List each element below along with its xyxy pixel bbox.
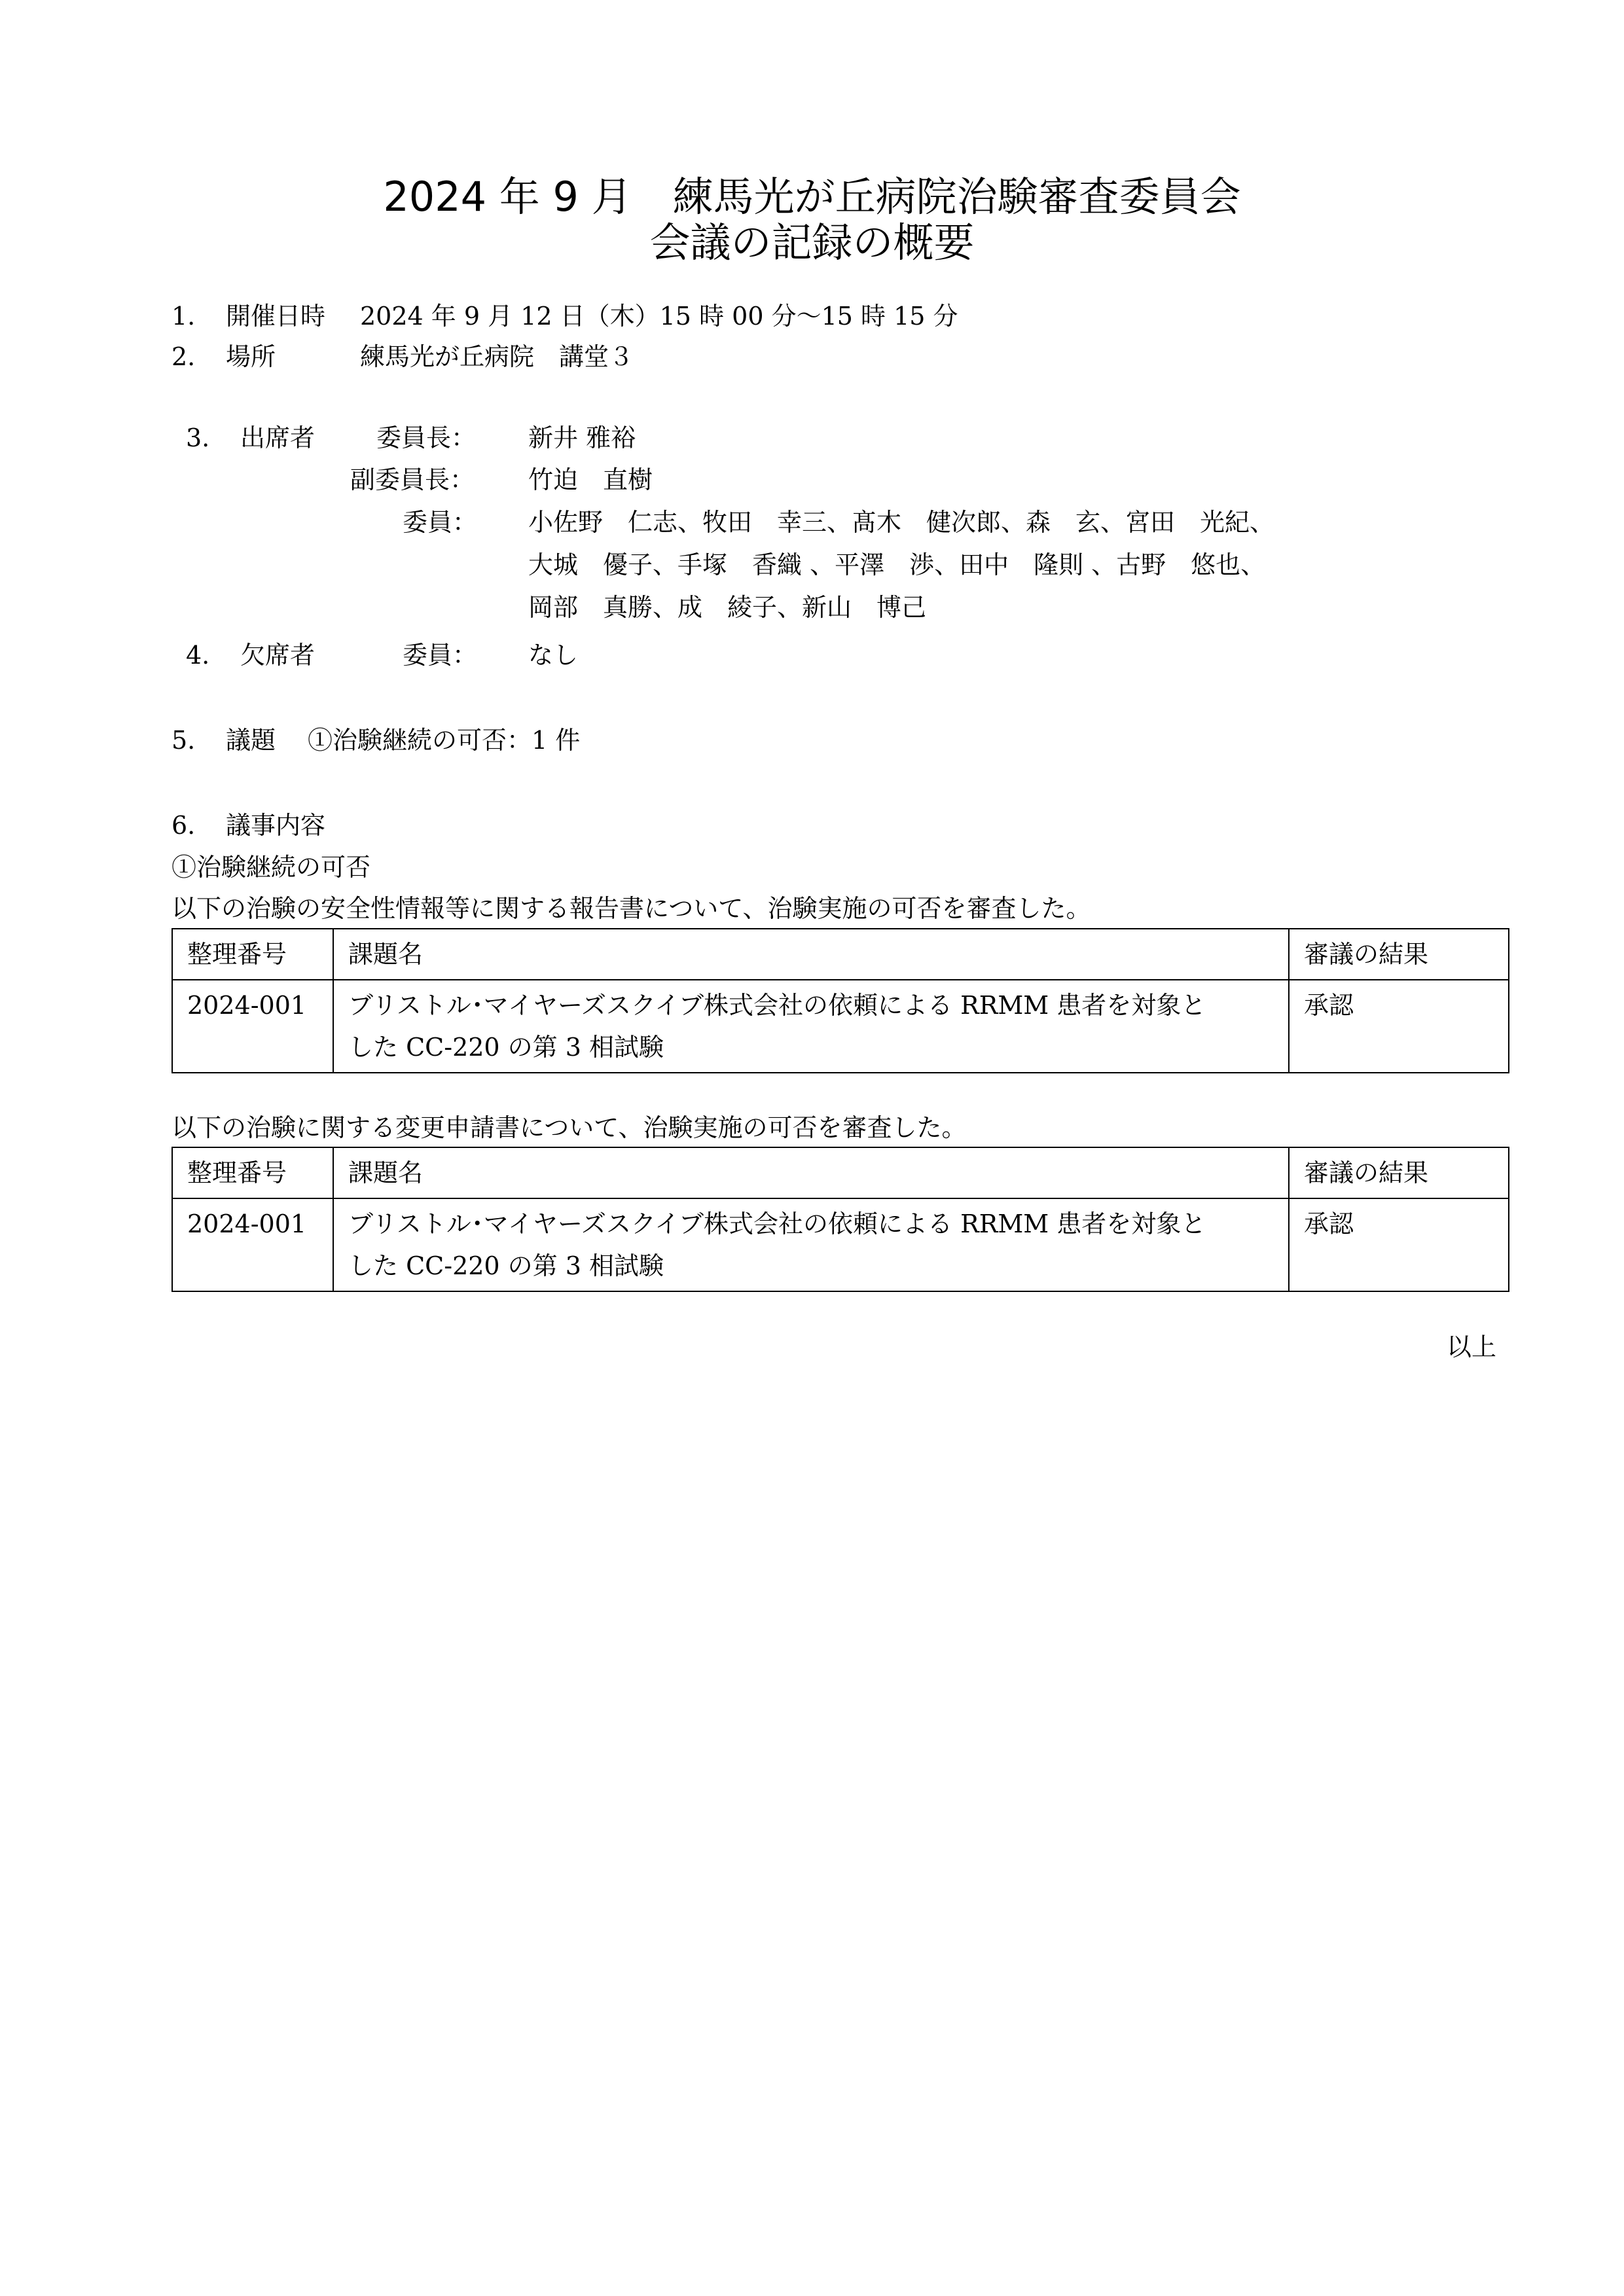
item-date-value: 2024 年 9 月 12 日（木）15 時 00 分～15 時 15 分 (360, 302, 958, 331)
section1-intro: 以下の治験の安全性情報等に関する報告書について、治験実施の可否を審査した。 (171, 894, 1091, 923)
section2-review-table (171, 1147, 1509, 1292)
vice-chair-role-label: 副委員長： (350, 465, 475, 494)
cell-title (333, 1198, 1289, 1291)
header-result: 審議の結果 (1289, 1147, 1509, 1198)
header-result: 審議の結果 (1289, 929, 1509, 980)
absent-role-label: 委員： (403, 641, 478, 670)
header-title: 課題名 (333, 1147, 1289, 1198)
item-absent-number: 4. (186, 641, 210, 670)
chair-name: 新井 雅裕 (528, 423, 636, 452)
item-attendees-number: 3. (186, 423, 210, 452)
item-place-value: 練馬光が丘病院 講堂３ (360, 342, 634, 371)
table-header-row (172, 929, 1509, 980)
item-attendees-label: 出席者 (240, 423, 316, 452)
item-absent-label: 欠席者 (240, 641, 316, 670)
item-agenda-value: ①治験継続の可否：1 件 (308, 726, 581, 755)
cell-result: 承認 (1289, 980, 1509, 1073)
item-date-number: 1. (171, 302, 196, 331)
item-place-number: 2. (171, 342, 196, 371)
item-agenda-label: 議題 (226, 726, 276, 755)
cell-title-line-2: した CC-220 の第 3 相試験 (348, 1251, 664, 1280)
member-role-label: 委員： (403, 508, 478, 537)
item-place-label: 場所 (226, 342, 276, 371)
cell-result: 承認 (1289, 1198, 1509, 1291)
cell-title (333, 980, 1289, 1073)
members-line-1: 小佐野 仁志、牧田 幸三、髙木 健次郎、森 玄、宮田 光紀、 (528, 508, 1275, 537)
closing-text: 以上 (1447, 1333, 1497, 1361)
section1-review-table (171, 928, 1509, 1073)
header-id: 整理番号 (172, 929, 333, 980)
item-minutes-number: 6. (171, 811, 196, 840)
minutes-subheading: ①治験継続の可否 (171, 853, 371, 882)
section2-intro: 以下の治験に関する変更申請書について、治験実施の可否を審査した。 (171, 1113, 967, 1142)
header-title: 課題名 (333, 929, 1289, 980)
document-title: 2024 年 9 月 練馬光が丘病院治験審査委員会 (383, 173, 1241, 221)
cell-id: 2024-001 (172, 1198, 333, 1291)
item-minutes-label: 議事内容 (226, 811, 326, 840)
members-line-2: 大城 優子、手塚 香織 、平澤 渉、田中 隆則 、古野 悠也、 (528, 550, 1266, 579)
table-header-row (172, 1147, 1509, 1198)
header-id: 整理番号 (172, 1147, 333, 1198)
cell-title-line-2: した CC-220 の第 3 相試験 (348, 1033, 664, 1062)
table-row (172, 980, 1509, 1073)
absent-value: なし (528, 641, 579, 670)
members-line-3: 岡部 真勝、成 綾子、新山 博己 (528, 593, 927, 622)
item-date-label: 開催日時 (226, 302, 326, 331)
cell-id: 2024-001 (172, 980, 333, 1073)
vice-chair-name: 竹迫 直樹 (528, 465, 653, 494)
item-agenda-number: 5. (171, 726, 196, 755)
cell-title-line-1: ブリストル･マイヤーズスクイブ株式会社の依頼による RRMM 患者を対象と (348, 991, 1206, 1020)
cell-title-line-1: ブリストル･マイヤーズスクイブ株式会社の依頼による RRMM 患者を対象と (348, 1210, 1206, 1238)
table-row (172, 1198, 1509, 1291)
chair-role-label: 委員長： (376, 423, 477, 452)
document-subtitle: 会議の記録の概要 (649, 219, 975, 266)
